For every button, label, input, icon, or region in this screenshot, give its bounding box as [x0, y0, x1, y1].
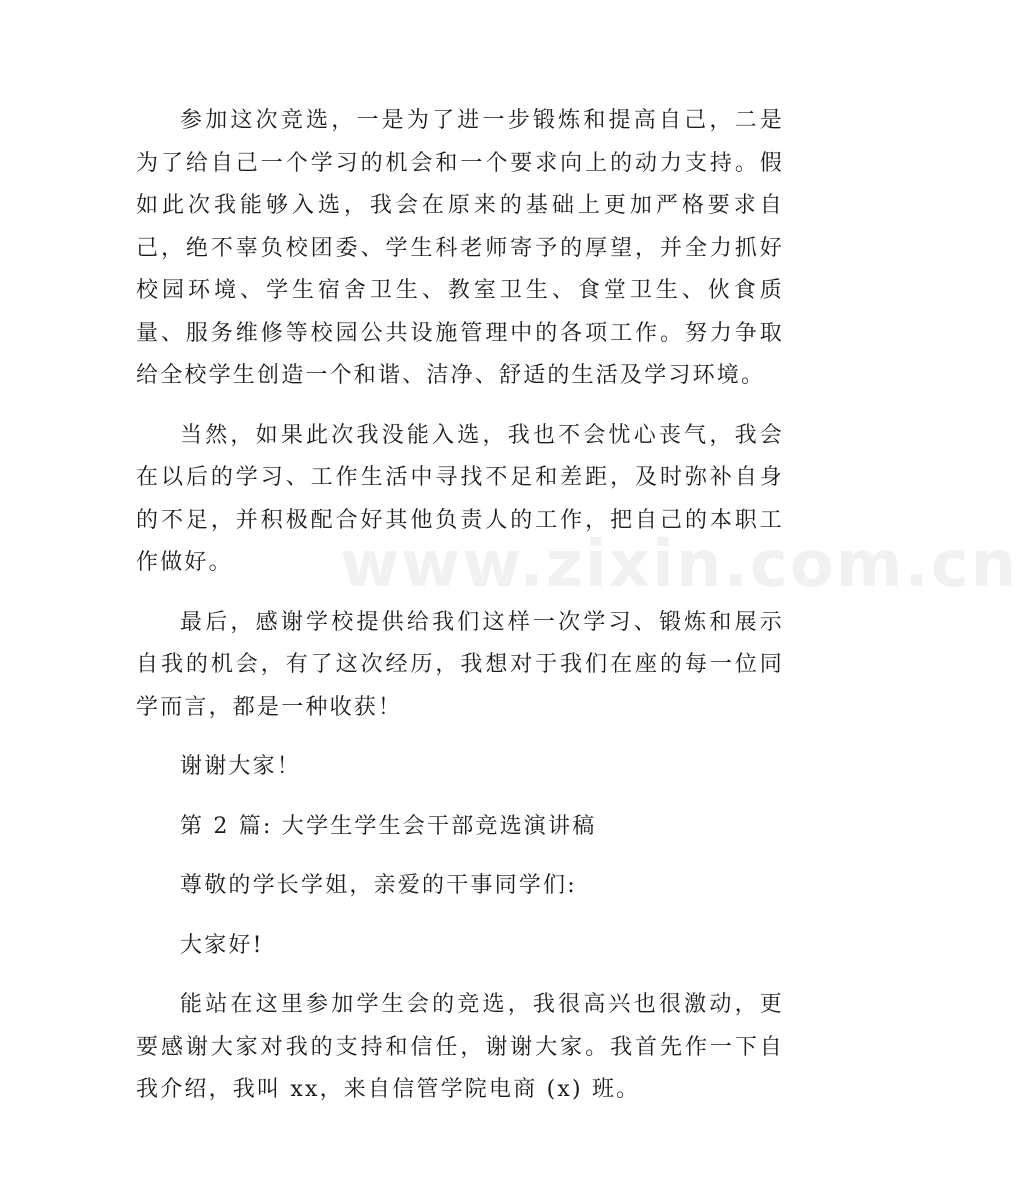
paragraph-thank-you: 谢谢大家！: [180, 754, 302, 779]
section-heading: 第 2 篇: 大学生学生会干部竞选演讲稿: [180, 813, 597, 839]
paragraph-campaign-goals: 参加这次竞选，一是为了进一步锻炼和提高自己，二是为了给自己一个学习的机会和一个要求向上的动力支持。假如此次我能够入选，我会在原来的基础上更加严格要求自己，绝不辜负校团委、学生科老师寄予的厚望，并全力抓好校园环境、学生宿舍卫生、教室卫生、食堂卫生、伙食质量、服务维修等校园公共设施管理中的各项工作。努力争取给全校学生创造一个和谐、洁净、舒适的生活及学习环境。: [136, 108, 784, 388]
watermark: www.zixin.com.cn: [340, 528, 1018, 602]
paragraph-self-introduction: 能站在这里参加学生会的竞选，我很高兴也很激动，更要感谢大家对我的支持和信任，谢谢大家。我首先作一下自我介绍，我叫 xx，来自信管学院电商 (x) 班。: [136, 992, 784, 1102]
paragraph-salutation: 尊敬的学长学姐，亲爱的干事同学们:: [180, 873, 577, 898]
paragraph-if-not-selected: 当然，如果此次我没能入选，我也不会忧心丧气，我会在以后的学习、工作生活中寻找不足和差距，及时弥补自身的不足，并积极配合好其他负责人的工作，把自己的本职工作做好。: [136, 422, 784, 575]
document-body: [136, 100, 784, 1112]
paragraph-greeting: 大家好!: [180, 932, 264, 958]
paragraph-closing-thanks: 最后，感谢学校提供给我们这样一次学习、锻炼和展示自我的机会，有了这次经历，我想对于我们在座的每一位同学而言，都是一种收获！: [136, 609, 784, 720]
